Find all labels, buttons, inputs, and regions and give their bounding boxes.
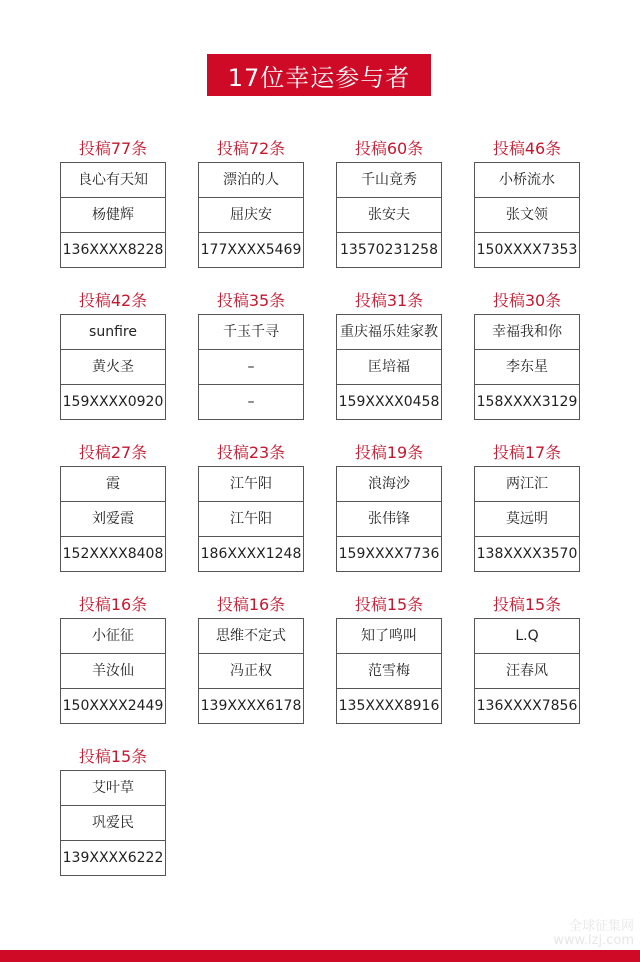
nickname-cell: 两江汇 xyxy=(506,476,548,492)
participant-card xyxy=(474,314,580,420)
participant-card xyxy=(336,162,442,268)
nickname-cell: 艾叶草 xyxy=(92,780,134,796)
submission-count: 投稿30条 xyxy=(492,291,562,310)
nickname-cell: 重庆福乐娃家教 xyxy=(340,324,438,340)
real-name-cell: 江午阳 xyxy=(199,501,303,536)
participant-card xyxy=(60,314,166,420)
page-title: 17位幸运参与者 xyxy=(207,54,431,96)
participant-entry xyxy=(474,290,580,420)
nickname-cell: 思维不定式 xyxy=(216,628,286,644)
submission-count: 投稿60条 xyxy=(354,139,424,158)
participant-card xyxy=(336,314,442,420)
participant-entry xyxy=(198,594,304,724)
submission-count: 投稿15条 xyxy=(354,595,424,614)
real-name-cell: 李东星 xyxy=(475,349,579,384)
submission-count: 投稿72条 xyxy=(216,139,286,158)
submission-count: 投稿19条 xyxy=(354,443,424,462)
phone-cell: 152XXXX8408 xyxy=(61,536,165,571)
participant-entry xyxy=(60,290,166,420)
real-name-cell: 莫远明 xyxy=(475,501,579,536)
submission-count: 投稿15条 xyxy=(78,747,148,766)
nickname-cell: 小征征 xyxy=(92,628,134,644)
phone-cell: 186XXXX1248 xyxy=(199,536,303,571)
participant-entry xyxy=(60,746,166,876)
phone-cell: 159XXXX0920 xyxy=(61,384,165,419)
participant-card xyxy=(60,618,166,724)
submission-count: 投稿35条 xyxy=(216,291,286,310)
phone-cell: 139XXXX6222 xyxy=(61,840,165,875)
phone-cell: – xyxy=(199,384,303,419)
participant-entry xyxy=(336,138,442,268)
nickname-cell: sunfire xyxy=(89,324,137,340)
phone-cell: 158XXXX3129 xyxy=(475,384,579,419)
participant-entry xyxy=(474,138,580,268)
submission-count: 投稿23条 xyxy=(216,443,286,462)
nickname-cell: 良心有天知 xyxy=(78,172,148,188)
real-name-cell: 范雪梅 xyxy=(337,653,441,688)
participant-card xyxy=(198,618,304,724)
nickname-cell: 知了鸣叫 xyxy=(361,628,417,644)
participant-card xyxy=(336,466,442,572)
participant-card xyxy=(60,466,166,572)
participant-entry xyxy=(198,290,304,420)
phone-cell: 13570231258 xyxy=(337,232,441,267)
watermark xyxy=(553,920,634,948)
submission-count: 投稿77条 xyxy=(78,139,148,158)
participant-entry xyxy=(60,138,166,268)
participant-entry xyxy=(60,594,166,724)
participant-entry xyxy=(198,442,304,572)
participant-entry xyxy=(60,442,166,572)
participant-entry xyxy=(474,594,580,724)
real-name-cell: 屈庆安 xyxy=(199,197,303,232)
participant-card xyxy=(474,618,580,724)
nickname-cell: 浪海沙 xyxy=(368,476,410,492)
submission-count: 投稿15条 xyxy=(492,595,562,614)
real-name-cell: 杨健辉 xyxy=(61,197,165,232)
real-name-cell: 巩爱民 xyxy=(61,805,165,840)
phone-cell: 159XXXX7736 xyxy=(337,536,441,571)
phone-cell: 159XXXX0458 xyxy=(337,384,441,419)
real-name-cell: 张文领 xyxy=(475,197,579,232)
participant-grid xyxy=(60,138,580,876)
participant-card xyxy=(198,162,304,268)
nickname-cell: 幸福我和你 xyxy=(492,324,562,340)
participant-entry xyxy=(198,138,304,268)
real-name-cell: 冯正权 xyxy=(199,653,303,688)
real-name-cell: 汪春风 xyxy=(475,653,579,688)
bottom-bar xyxy=(0,950,640,962)
participant-card xyxy=(198,314,304,420)
participant-card xyxy=(198,466,304,572)
real-name-cell: 羊汝仙 xyxy=(61,653,165,688)
participant-card xyxy=(474,466,580,572)
participant-entry xyxy=(336,594,442,724)
phone-cell: 136XXXX8228 xyxy=(61,232,165,267)
participant-card xyxy=(60,770,166,876)
participant-entry xyxy=(474,442,580,572)
watermark-line2: www.lzj.com xyxy=(553,933,634,948)
phone-cell: 150XXXX2449 xyxy=(61,688,165,723)
nickname-cell: 霞 xyxy=(106,476,120,492)
nickname-cell: 小桥流水 xyxy=(499,172,555,188)
participant-card xyxy=(60,162,166,268)
nickname-cell: 江午阳 xyxy=(230,476,272,492)
submission-count: 投稿27条 xyxy=(78,443,148,462)
submission-count: 投稿17条 xyxy=(492,443,562,462)
participant-card xyxy=(336,618,442,724)
phone-cell: 177XXXX5469 xyxy=(199,232,303,267)
submission-count: 投稿16条 xyxy=(78,595,148,614)
real-name-cell: 张伟锋 xyxy=(337,501,441,536)
participant-entry xyxy=(336,442,442,572)
nickname-cell: 千山竟秀 xyxy=(361,172,417,188)
participant-card xyxy=(474,162,580,268)
nickname-cell: L.Q xyxy=(515,628,539,644)
nickname-cell: 千玉千寻 xyxy=(223,324,279,340)
real-name-cell: 张安夫 xyxy=(337,197,441,232)
phone-cell: 136XXXX7856 xyxy=(475,688,579,723)
nickname-cell: 漂泊的人 xyxy=(223,172,279,188)
phone-cell: 150XXXX7353 xyxy=(475,232,579,267)
submission-count: 投稿42条 xyxy=(78,291,148,310)
watermark-line1: 全球征集网 xyxy=(568,919,634,934)
real-name-cell: 匡培福 xyxy=(337,349,441,384)
submission-count: 投稿31条 xyxy=(354,291,424,310)
phone-cell: 138XXXX3570 xyxy=(475,536,579,571)
participant-entry xyxy=(336,290,442,420)
phone-cell: 135XXXX8916 xyxy=(337,688,441,723)
real-name-cell: – xyxy=(199,349,303,384)
real-name-cell: 黄火圣 xyxy=(61,349,165,384)
submission-count: 投稿46条 xyxy=(492,139,562,158)
real-name-cell: 刘爱霞 xyxy=(61,501,165,536)
phone-cell: 139XXXX6178 xyxy=(199,688,303,723)
submission-count: 投稿16条 xyxy=(216,595,286,614)
